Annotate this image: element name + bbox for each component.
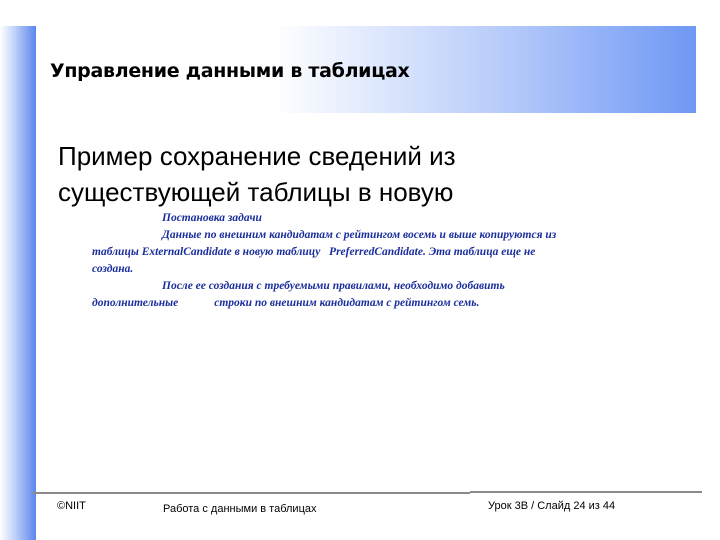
slide-heading: Пример сохранение сведений из существующей таблицы в новую xyxy=(58,141,456,207)
task-line-2b: PreferredCandidate. Эта таблица еще не xyxy=(329,246,536,258)
footer-divider-left xyxy=(32,492,470,494)
task-line-5 xyxy=(92,295,662,312)
footer-topic: Работа с данными в таблицах xyxy=(163,503,317,515)
footer-divider-right xyxy=(470,491,702,493)
task-line-5a: дополнительные xyxy=(92,297,179,309)
task-line-1: Данные по внешним кандидатам с рейтингом восемь и выше копируются из xyxy=(162,229,557,241)
task-line-2a: таблицы ExternalCandidate в новую таблицу xyxy=(92,246,321,258)
task-line-2 xyxy=(92,244,662,261)
task-line-3: создана. xyxy=(92,263,134,275)
task-line-5b: строки по внешним кандидатам с рейтингом семь. xyxy=(214,297,480,309)
task-description xyxy=(92,210,662,312)
footer-slide-number: Урок 3В / Слайд 24 из 44 xyxy=(488,500,616,512)
task-label: Постановка задачи xyxy=(162,212,262,224)
footer-copyright: ©NIIT xyxy=(57,500,86,512)
left-gradient-bar xyxy=(0,26,36,540)
slide-title: Управление данными в таблицах xyxy=(50,60,410,82)
task-line-4: После ее создания с требуемыми правилами, необходимо добавить xyxy=(162,280,505,292)
